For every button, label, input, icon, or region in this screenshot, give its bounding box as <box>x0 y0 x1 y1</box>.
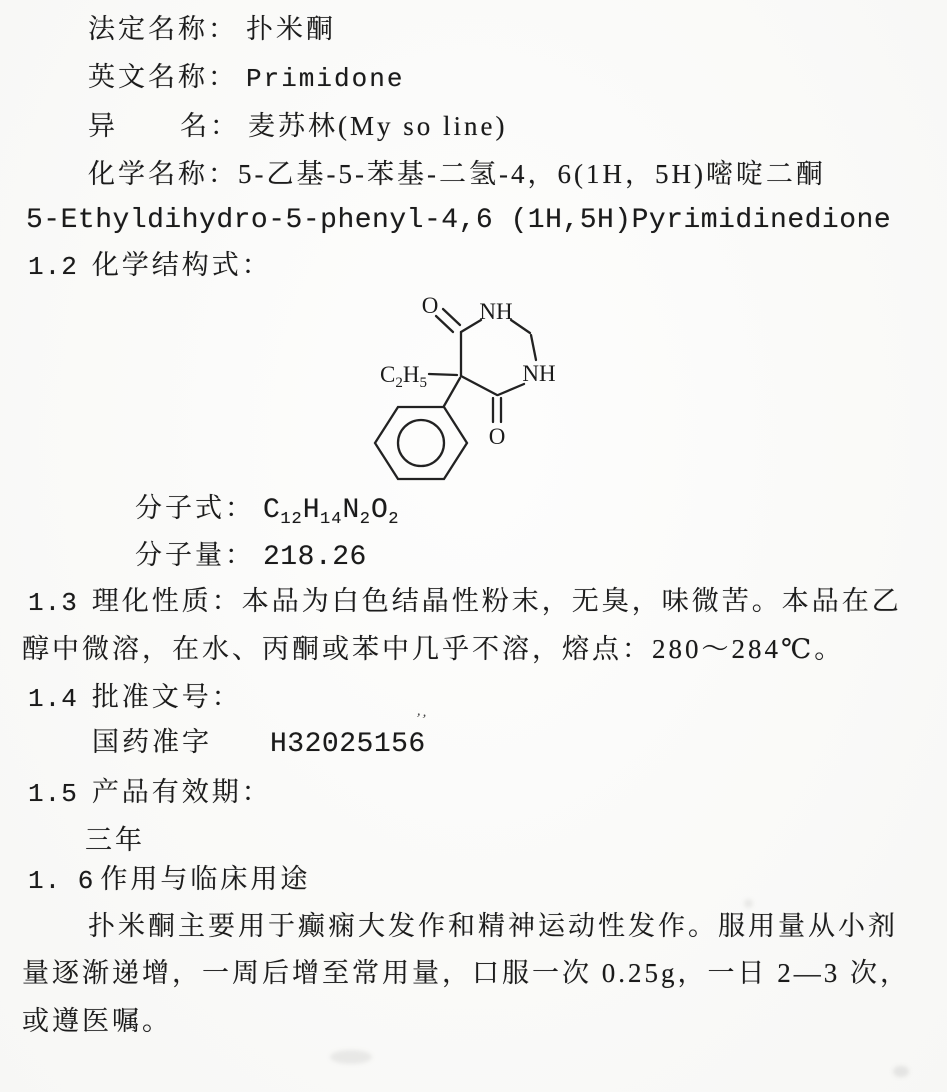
section-1-3-text1: 理化性质：本品为白色结晶性粉末，无臭，味微苦。本品在乙 <box>91 586 902 616</box>
alias-value: 麦苏林(My so line) <box>248 111 508 141</box>
chemical-name-label: 化学名称： <box>88 159 238 189</box>
section-1-4-number: 1.4 <box>28 684 78 714</box>
ethyl-bond <box>429 374 457 375</box>
molecular-formula-label: 分子式： <box>135 493 255 523</box>
chemical-structure-diagram <box>340 278 590 493</box>
line-english-name <box>88 64 404 92</box>
ethyl-h: H <box>402 362 420 387</box>
scan-smudge <box>744 899 753 908</box>
o-bottom-label: O <box>488 424 506 449</box>
benzene-ring <box>375 407 467 479</box>
formula-o-sub: 2 <box>388 510 400 529</box>
chemical-name-value: 5-乙基-5-苯基-二氢-4，6(1H，5H)嘧啶二酮 <box>238 159 826 189</box>
section-1-4-title: 批准文号： <box>91 682 242 712</box>
nh-top-label: NH <box>479 299 513 324</box>
line-validity <box>85 827 145 854</box>
scan-smudge <box>330 1050 372 1064</box>
section-1-3-line1 <box>28 588 902 616</box>
ethyl-group-label <box>380 362 427 391</box>
line-legal-name <box>88 16 336 43</box>
section-1-5-title: 产品有效期： <box>91 777 272 807</box>
section-1-3-line2 <box>22 636 844 663</box>
usage-text2: 量逐渐递增，一周后增至常用量，口服一次 0.25g，一日 2—3 次， <box>22 958 910 988</box>
formula-n: N <box>342 495 360 526</box>
section-1-6-number: 1. 6 <box>28 866 95 896</box>
ring-bond-c4-n1 <box>461 320 481 332</box>
approval-number-value: H32025156 <box>270 729 426 760</box>
ring-bond-c6-c5 <box>461 376 497 395</box>
usage-paragraph-line3 <box>22 1008 172 1035</box>
line-alias <box>88 113 507 140</box>
carbonyl-top-bond-2 <box>443 309 460 325</box>
ethyl-c: C <box>380 362 396 387</box>
section-1-5-number: 1.5 <box>28 779 78 809</box>
heading-1-4 <box>28 684 242 712</box>
english-name-label: 英文名称： <box>88 62 238 92</box>
phenyl-bond <box>444 378 460 406</box>
formula-n-sub: 2 <box>359 510 371 529</box>
line-chemical-name <box>88 161 826 188</box>
molecular-weight-label: 分子量： <box>135 540 255 570</box>
ethyl-sub-2: 2 <box>395 375 403 391</box>
line-molecular-weight <box>135 542 367 572</box>
formula-c-sub: 12 <box>280 510 303 529</box>
usage-text3: 或遵医嘱。 <box>22 1006 172 1036</box>
section-1-2-title: 化学结构式： <box>91 250 272 280</box>
usage-paragraph-line2 <box>22 960 910 987</box>
validity-value: 三年 <box>85 825 145 855</box>
line-chemical-name-en <box>26 207 891 235</box>
scan-smudge <box>893 1066 909 1077</box>
heading-1-2 <box>28 252 272 280</box>
legal-name-value: 扑米酮 <box>246 14 336 44</box>
alias-label-right: 名： <box>180 111 240 141</box>
chemical-name-en-value: 5-Ethyldihydro-5-phenyl-4,6 (1H,5H)Pyrimidinedione <box>26 205 892 236</box>
formula-c: C <box>263 495 281 526</box>
heading-1-6 <box>28 866 310 894</box>
usage-text1: 扑米酮主要用于癫痫大发作和精神运动性发作。服用量从小剂 <box>88 911 898 941</box>
formula-h-sub: 14 <box>320 510 343 529</box>
ring-bond-n1-c2 <box>511 320 530 333</box>
nh-right-label: NH <box>522 361 556 386</box>
legal-name-label: 法定名称： <box>88 14 238 44</box>
section-1-3-text2: 醇中微溶，在水、丙酮或苯中几乎不溶，熔点：280～284℃。 <box>22 634 845 664</box>
line-approval-number <box>92 729 426 759</box>
formula-o: O <box>370 495 389 526</box>
ethyl-sub-5: 5 <box>419 375 427 391</box>
carbonyl-top-bond-1 <box>436 316 453 332</box>
scan-artifact-marks: ’’ <box>413 710 430 730</box>
benzene-circle <box>398 420 444 466</box>
ring-bond-c2-n3 <box>531 335 536 360</box>
section-1-6-title: 作用与临床用途 <box>100 864 311 894</box>
section-1-3-number: 1.3 <box>28 588 78 618</box>
section-1-2-number: 1.2 <box>28 252 78 282</box>
ring-bond-n3-c6 <box>498 384 524 395</box>
approval-label: 国药准字 <box>92 727 212 757</box>
heading-1-5 <box>28 779 272 807</box>
o-top-label: O <box>421 293 439 318</box>
usage-paragraph-line1 <box>88 913 898 940</box>
alias-label-left: 异 <box>88 111 118 141</box>
line-molecular-formula <box>135 495 399 528</box>
english-name-value: Primidone <box>246 64 405 94</box>
molecular-weight-value: 218.26 <box>263 542 367 573</box>
formula-h: H <box>302 495 321 526</box>
